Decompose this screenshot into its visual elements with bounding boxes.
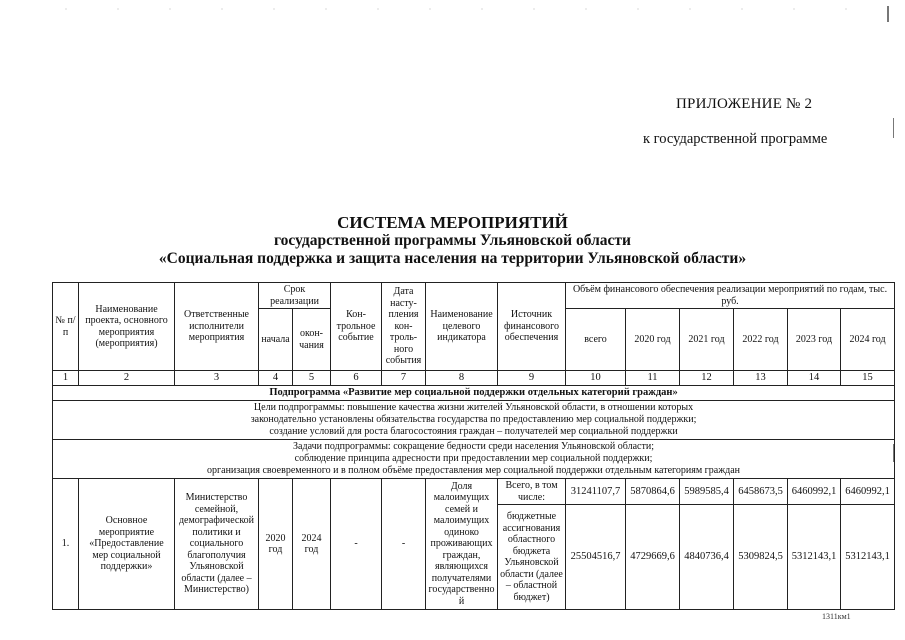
total-value: 5870864,6: [626, 479, 680, 505]
header-num: № п/п: [53, 283, 79, 371]
header-year-2024: 2024 год: [841, 309, 895, 371]
row-number: 1.: [53, 479, 79, 610]
row-executors: Министерство семейной, демографической политики и социального благополучия Ульяновской области (далее – Министерство): [175, 479, 259, 610]
row-project-name: Основное мероприятие «Предоставление мер социальной поддержки»: [79, 479, 175, 610]
header-term: Срок реализации: [259, 283, 331, 309]
document-title: [0, 213, 905, 268]
col-number: 3: [175, 371, 259, 386]
budget-value: 4729669,6: [626, 505, 680, 610]
row-indicator: Доля малоимущих семей и малоимущих одиноко проживающих граждан, являющихся получателями государственной: [426, 479, 498, 610]
header-term-end: окон-чания: [293, 309, 331, 371]
col-number: 6: [331, 371, 382, 386]
col-number: 4: [259, 371, 293, 386]
page-stamp: 1311км1: [822, 612, 851, 621]
budget-value: 25504516,7: [566, 505, 626, 610]
budget-value: 4840736,4: [680, 505, 734, 610]
total-value: 5989585,4: [680, 479, 734, 505]
header-term-start: начала: [259, 309, 293, 371]
header-finance: Объём финансового обеспечения реализации мероприятий по годам, тыс. руб.: [566, 283, 895, 309]
row-term-start: 2020 год: [259, 479, 293, 610]
task-line: Задачи подпрограммы: сокращение бедности среди населения Ульяновской области;: [293, 441, 654, 452]
header-control-date: Дата насту-пления кон-троль-ного события: [382, 283, 426, 371]
total-value: 6460992,1: [788, 479, 841, 505]
row-control-date: -: [382, 479, 426, 610]
scan-edge-mark: [893, 118, 894, 138]
appendix-label: ПРИЛОЖЕНИЕ № 2: [676, 96, 813, 112]
title-line-1: СИСТЕМА МЕРОПРИЯТИЙ: [337, 213, 568, 232]
col-number: 7: [382, 371, 426, 386]
col-number: 14: [788, 371, 841, 386]
row-source-total: Всего, в том числе:: [498, 479, 566, 505]
row-term-end: 2024 год: [293, 479, 331, 610]
subprogram-goals: [53, 401, 895, 440]
header-project: Наименование проекта, основного мероприятия (мероприятия): [79, 283, 175, 371]
row-control-event: -: [331, 479, 382, 610]
goal-line: законодательно установлены обязательства государства по предоставлению мер социальной поддержки;: [250, 414, 697, 425]
scan-dots: [40, 8, 880, 10]
subprogram-title: Подпрограмма «Развитие мер социальной поддержки отдельных категорий граждан»: [53, 386, 895, 401]
row-source-budget: бюджетные ассигнования областного бюджета Ульяновской области (далее – областной бюджет): [498, 505, 566, 610]
budget-value: 5312143,1: [841, 505, 895, 610]
goal-line: создание условий для роста благосостояния граждан – получателей мер социальной поддержки: [269, 426, 678, 437]
header-executors: Ответственные исполнители мероприятия: [175, 283, 259, 371]
total-value: 31241107,7: [566, 479, 626, 505]
col-number: 8: [426, 371, 498, 386]
title-line-3: «Социальная поддержка и защита населения на территории Ульяновской области»: [158, 250, 747, 267]
appendix-subtitle: к государственной программе: [643, 131, 828, 147]
budget-value: 5312143,1: [788, 505, 841, 610]
col-number: 12: [680, 371, 734, 386]
col-number: 10: [566, 371, 626, 386]
header-year-2021: 2021 год: [680, 309, 734, 371]
header-source: Источник финансового обеспечения: [498, 283, 566, 371]
subprogram-tasks: [53, 440, 895, 479]
budget-value: 5309824,5: [734, 505, 788, 610]
col-number: 11: [626, 371, 680, 386]
header-total: всего: [566, 309, 626, 371]
col-number: 9: [498, 371, 566, 386]
header-control-event: Кон-трольное событие: [331, 283, 382, 371]
header-year-2020: 2020 год: [626, 309, 680, 371]
col-number: 13: [734, 371, 788, 386]
col-number: 15: [841, 371, 895, 386]
measures-table: [52, 282, 895, 610]
goal-line: Цели подпрограммы: повышение качества жизни жителей Ульяновской области, в отношении которых: [253, 402, 694, 413]
title-line-2: государственной программы Ульяновской области: [274, 232, 631, 249]
scan-edge-mark: [887, 6, 889, 22]
header-indicator: Наименование целевого индикатора: [426, 283, 498, 371]
task-line: организация своевременного и в полном объёме предоставления мер социальной поддержки отдельным категориям граждан: [207, 465, 740, 476]
header-year-2022: 2022 год: [734, 309, 788, 371]
col-number: 2: [79, 371, 175, 386]
total-value: 6460992,1: [841, 479, 895, 505]
total-value: 6458673,5: [734, 479, 788, 505]
col-number: 5: [293, 371, 331, 386]
header-year-2023: 2023 год: [788, 309, 841, 371]
task-line: соблюдение принципа адресности при предоставлении мер социальной поддержки;: [294, 453, 653, 464]
col-number: 1: [53, 371, 79, 386]
